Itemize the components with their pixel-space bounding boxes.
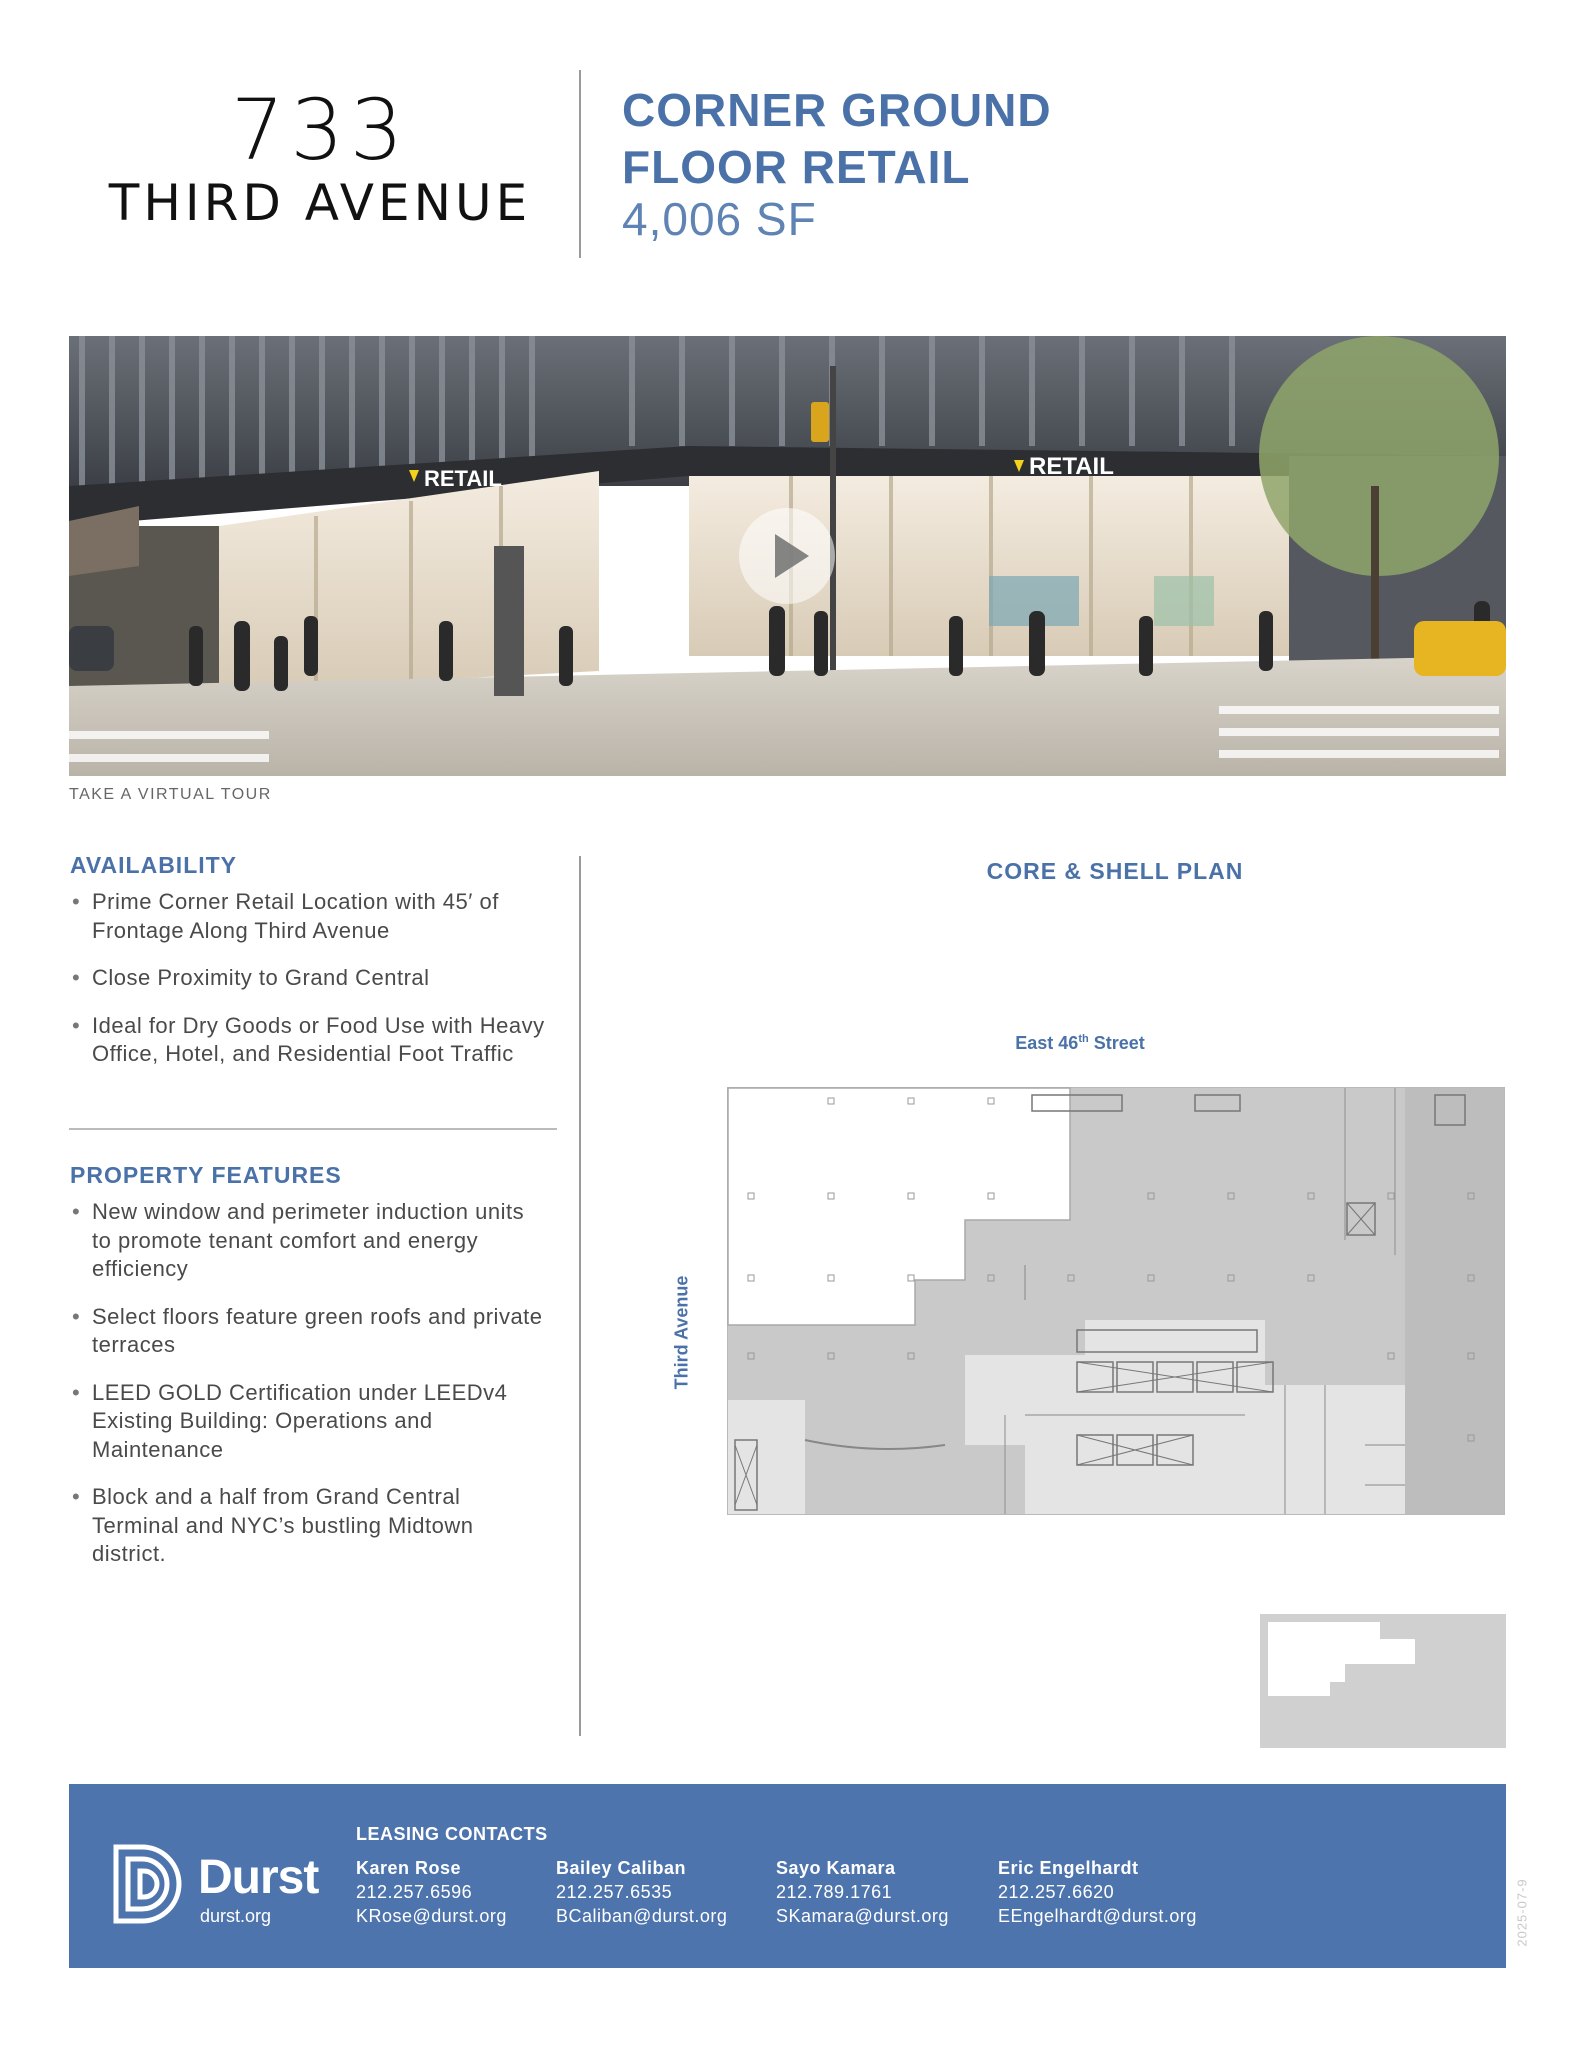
contact-name: Karen Rose [356, 1858, 462, 1878]
property-features-heading: PROPERTY FEATURES [70, 1162, 342, 1188]
retail-sign-right: RETAIL [1029, 453, 1114, 480]
key-plan [1260, 1614, 1506, 1748]
list-item: • LEED GOLD Certification under LEEDv4 Existing Building: Operations and Maintenance [70, 1379, 550, 1465]
list-item: • Select floors feature green roofs and private terraces [70, 1303, 550, 1360]
street-top-name: East 46 [1015, 1033, 1079, 1053]
list-item: • Close Proximity to Grand Central [70, 964, 550, 993]
street-top-suffix: Street [1088, 1033, 1145, 1053]
section-divider [69, 1128, 557, 1130]
floor-plan [725, 1085, 1507, 1517]
contact-email[interactable]: KRose@durst.org [356, 1906, 507, 1926]
plan-title: CORE & SHELL PLAN [986, 858, 1244, 884]
listing-title-line1: CORNER GROUND [622, 84, 1052, 136]
street-label-side: Third Avenue [671, 1275, 692, 1390]
contact-phone[interactable]: 212.789.1761 [776, 1882, 893, 1902]
availability-list [70, 888, 550, 1088]
contact-card [998, 1856, 1197, 1928]
address-street: THIRD AVENUE [108, 174, 532, 232]
contact-phone[interactable]: 212.257.6535 [556, 1882, 673, 1902]
contact-card [556, 1856, 727, 1928]
header-divider [579, 70, 581, 258]
virtual-tour-link[interactable]: TAKE A VIRTUAL TOUR [69, 786, 272, 803]
contact-phone[interactable]: 212.257.6596 [356, 1882, 473, 1902]
durst-brand: Durst [198, 1851, 319, 1904]
contact-name: Bailey Caliban [556, 1858, 687, 1878]
leasing-contacts-heading: LEASING CONTACTS [356, 1824, 548, 1844]
durst-logo-icon [112, 1843, 190, 1925]
contact-card [356, 1856, 507, 1928]
list-item: • New window and perimeter induction units to promote tenant comfort and energy efficiency [70, 1198, 550, 1284]
contact-email[interactable]: SKamara@durst.org [776, 1906, 949, 1926]
column-divider [579, 856, 581, 1736]
contact-phone[interactable]: 212.257.6620 [998, 1882, 1115, 1902]
date-stamp: 2025-07-9 [1514, 1878, 1530, 1947]
list-item: • Prime Corner Retail Location with 45′ of Frontage Along Third Avenue [70, 888, 550, 945]
address-number: 733 [230, 81, 410, 179]
availability-heading: AVAILABILITY [70, 852, 238, 878]
property-features-list [70, 1198, 550, 1588]
durst-website-link[interactable]: durst.org [200, 1906, 272, 1926]
street-label-top [930, 1033, 1230, 1054]
contact-card [776, 1856, 949, 1928]
contact-name: Sayo Kamara [776, 1858, 896, 1878]
play-video-button[interactable] [739, 508, 835, 604]
street-top-ordinal: th [1078, 1033, 1089, 1045]
contact-email[interactable]: EEngelhardt@durst.org [998, 1906, 1197, 1926]
list-item: • Block and a half from Grand Central Terminal and NYC’s bustling Midtown district. [70, 1483, 550, 1569]
list-item: • Ideal for Dry Goods or Food Use with Heavy Office, Hotel, and Residential Foot Traffic [70, 1012, 550, 1069]
play-icon [775, 534, 809, 578]
listing-title-line2: FLOOR RETAIL [622, 141, 971, 193]
listing-title [622, 82, 1052, 196]
listing-size: 4,006 SF [622, 193, 817, 245]
retail-sign-left: RETAIL [424, 466, 502, 491]
contact-email[interactable]: BCaliban@durst.org [556, 1906, 728, 1926]
contact-name: Eric Engelhardt [998, 1858, 1139, 1878]
